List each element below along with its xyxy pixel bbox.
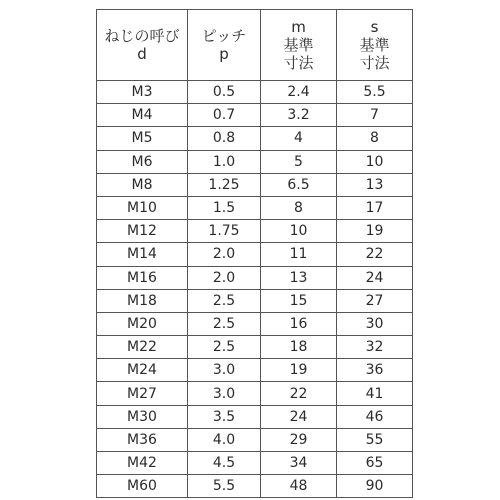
cell-m: 11 bbox=[261, 243, 337, 266]
cell-m: 3.2 bbox=[261, 104, 337, 127]
cell-thread-size: M18 bbox=[97, 289, 188, 312]
header-pitch-symbol: p bbox=[219, 45, 229, 63]
header-thread-size-label: ねじの呼び bbox=[104, 27, 180, 45]
cell-s: 32 bbox=[337, 336, 413, 359]
table-row bbox=[97, 173, 413, 196]
cell-s: 36 bbox=[337, 359, 413, 382]
cell-s: 7 bbox=[337, 104, 413, 127]
cell-pitch: 4.0 bbox=[188, 428, 261, 451]
cell-pitch: 3.0 bbox=[188, 382, 261, 405]
cell-thread-size: M8 bbox=[97, 173, 188, 196]
cell-pitch: 0.8 bbox=[188, 127, 261, 150]
cell-pitch: 0.7 bbox=[188, 104, 261, 127]
cell-m: 16 bbox=[261, 312, 337, 335]
cell-m: 24 bbox=[261, 405, 337, 428]
cell-s: 46 bbox=[337, 405, 413, 428]
header-pitch bbox=[188, 10, 261, 81]
cell-s: 13 bbox=[337, 173, 413, 196]
header-pitch-label: ピッチ bbox=[201, 27, 247, 45]
cell-s: 90 bbox=[337, 475, 413, 498]
cell-s: 5.5 bbox=[337, 81, 413, 104]
cell-thread-size: M6 bbox=[97, 150, 188, 173]
cell-pitch: 1.0 bbox=[188, 150, 261, 173]
header-m bbox=[261, 10, 337, 81]
table-row bbox=[97, 243, 413, 266]
cell-s: 17 bbox=[337, 196, 413, 219]
cell-s: 10 bbox=[337, 150, 413, 173]
table-row bbox=[97, 150, 413, 173]
cell-thread-size: M14 bbox=[97, 243, 188, 266]
cell-pitch: 3.0 bbox=[188, 359, 261, 382]
header-thread-size-symbol: d bbox=[137, 45, 147, 63]
table-row bbox=[97, 289, 413, 312]
cell-pitch: 2.5 bbox=[188, 289, 261, 312]
table-row bbox=[97, 81, 413, 104]
cell-m: 34 bbox=[261, 452, 337, 475]
header-m-label-2: 寸法 bbox=[283, 54, 314, 72]
cell-s: 24 bbox=[337, 266, 413, 289]
nut-dimension-table bbox=[96, 9, 413, 498]
table-row bbox=[97, 127, 413, 150]
header-s-label-1: 基準 bbox=[359, 36, 390, 54]
cell-m: 19 bbox=[261, 359, 337, 382]
table-row bbox=[97, 312, 413, 335]
cell-thread-size: M22 bbox=[97, 336, 188, 359]
cell-m: 13 bbox=[261, 266, 337, 289]
cell-pitch: 5.5 bbox=[188, 475, 261, 498]
cell-thread-size: M42 bbox=[97, 452, 188, 475]
cell-pitch: 2.5 bbox=[188, 312, 261, 335]
cell-pitch: 1.75 bbox=[188, 220, 261, 243]
cell-thread-size: M5 bbox=[97, 127, 188, 150]
cell-pitch: 2.0 bbox=[188, 266, 261, 289]
cell-s: 27 bbox=[337, 289, 413, 312]
cell-pitch: 2.0 bbox=[188, 243, 261, 266]
cell-s: 41 bbox=[337, 382, 413, 405]
table-row bbox=[97, 220, 413, 243]
cell-m: 18 bbox=[261, 336, 337, 359]
cell-m: 15 bbox=[261, 289, 337, 312]
header-s bbox=[337, 10, 413, 81]
cell-s: 19 bbox=[337, 220, 413, 243]
cell-pitch: 1.25 bbox=[188, 173, 261, 196]
table-row bbox=[97, 266, 413, 289]
cell-s: 22 bbox=[337, 243, 413, 266]
cell-thread-size: M10 bbox=[97, 196, 188, 219]
cell-thread-size: M24 bbox=[97, 359, 188, 382]
cell-m: 5 bbox=[261, 150, 337, 173]
cell-m: 48 bbox=[261, 475, 337, 498]
header-s-symbol: s bbox=[370, 18, 379, 36]
cell-m: 8 bbox=[261, 196, 337, 219]
table-row bbox=[97, 104, 413, 127]
header-m-label-1: 基準 bbox=[283, 36, 314, 54]
cell-thread-size: M4 bbox=[97, 104, 188, 127]
cell-pitch: 2.5 bbox=[188, 336, 261, 359]
cell-thread-size: M16 bbox=[97, 266, 188, 289]
table-row bbox=[97, 196, 413, 219]
cell-pitch: 0.5 bbox=[188, 81, 261, 104]
table-row bbox=[97, 382, 413, 405]
cell-m: 6.5 bbox=[261, 173, 337, 196]
cell-m: 4 bbox=[261, 127, 337, 150]
cell-s: 30 bbox=[337, 312, 413, 335]
header-thread-size bbox=[97, 10, 188, 81]
table-row bbox=[97, 428, 413, 451]
cell-thread-size: M12 bbox=[97, 220, 188, 243]
cell-thread-size: M3 bbox=[97, 81, 188, 104]
table-row bbox=[97, 405, 413, 428]
header-s-label-2: 寸法 bbox=[359, 54, 390, 72]
table-row bbox=[97, 359, 413, 382]
cell-thread-size: M30 bbox=[97, 405, 188, 428]
cell-m: 10 bbox=[261, 220, 337, 243]
cell-s: 65 bbox=[337, 452, 413, 475]
table-row bbox=[97, 475, 413, 498]
cell-thread-size: M36 bbox=[97, 428, 188, 451]
cell-s: 55 bbox=[337, 428, 413, 451]
cell-pitch: 1.5 bbox=[188, 196, 261, 219]
cell-pitch: 3.5 bbox=[188, 405, 261, 428]
cell-thread-size: M60 bbox=[97, 475, 188, 498]
cell-m: 22 bbox=[261, 382, 337, 405]
table-body bbox=[97, 81, 413, 498]
table-header-row bbox=[97, 10, 413, 81]
table-row bbox=[97, 452, 413, 475]
table-row bbox=[97, 336, 413, 359]
dimension-table-container bbox=[96, 9, 412, 498]
cell-thread-size: M20 bbox=[97, 312, 188, 335]
cell-thread-size: M27 bbox=[97, 382, 188, 405]
cell-m: 29 bbox=[261, 428, 337, 451]
cell-m: 2.4 bbox=[261, 81, 337, 104]
cell-s: 8 bbox=[337, 127, 413, 150]
header-m-symbol: m bbox=[291, 18, 306, 36]
cell-pitch: 4.5 bbox=[188, 452, 261, 475]
